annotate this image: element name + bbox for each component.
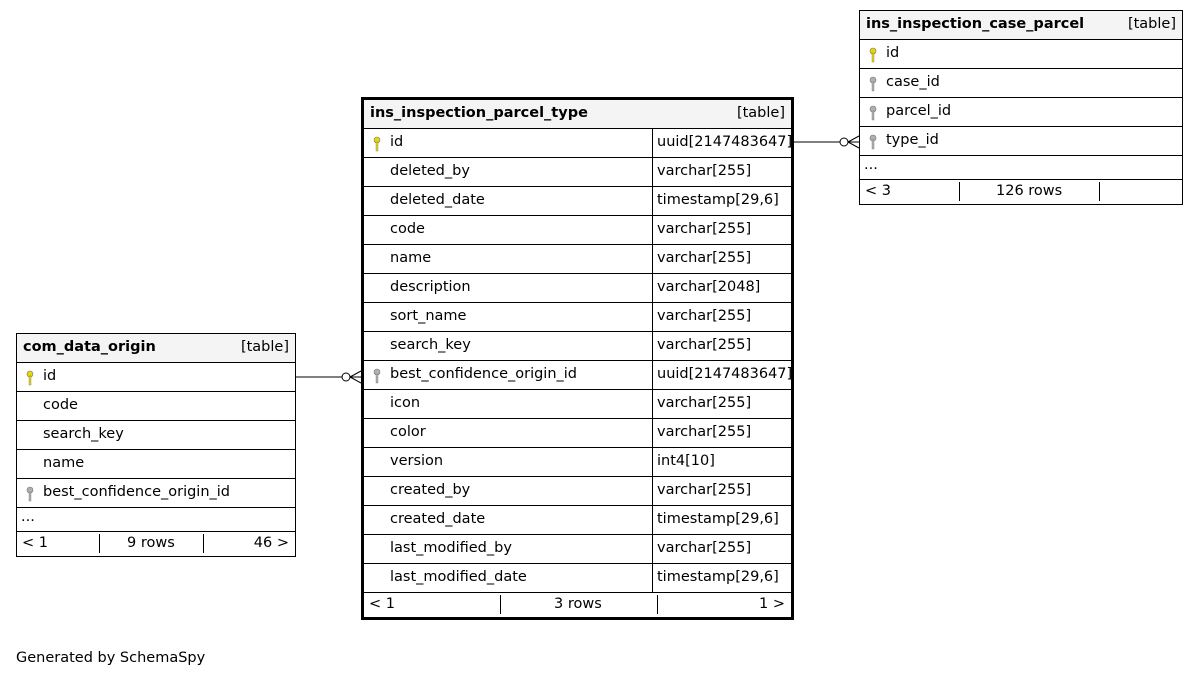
column-name: sort_name	[390, 308, 467, 324]
column-type: varchar[255]	[652, 216, 751, 244]
column-name: id	[43, 368, 57, 384]
footer-parents-link[interactable]: < 1	[22, 535, 48, 551]
table-kind: [table]	[240, 339, 289, 355]
table-com-data-origin[interactable]	[16, 333, 296, 557]
column-type: varchar[255]	[652, 158, 751, 186]
column-type: varchar[255]	[652, 390, 751, 418]
column-type: timestamp[29,6]	[652, 187, 779, 215]
column-name: name	[43, 455, 85, 471]
column-name: last_modified_by	[390, 540, 512, 556]
column-row[interactable]	[364, 216, 791, 245]
column-row[interactable]	[364, 361, 791, 390]
column-name: search_key	[390, 337, 471, 353]
column-type: varchar[255]	[652, 477, 751, 505]
column-row[interactable]	[364, 332, 791, 361]
column-row[interactable]	[17, 450, 295, 479]
column-row[interactable]	[17, 392, 295, 421]
column-type: int4[10]	[652, 448, 715, 476]
table-footer	[17, 532, 295, 556]
column-type: uuid[2147483647]	[652, 361, 792, 389]
column-name: code	[43, 397, 78, 413]
column-row[interactable]	[364, 390, 791, 419]
table-name[interactable]: ins_inspection_parcel_type	[370, 105, 588, 121]
column-type: varchar[255]	[652, 332, 751, 360]
table-ins-inspection-case-parcel[interactable]	[859, 10, 1183, 205]
more-columns-ellipsis: ...	[17, 508, 295, 532]
column-row[interactable]	[364, 535, 791, 564]
column-row[interactable]	[860, 127, 1182, 156]
column-row[interactable]	[17, 421, 295, 450]
footer-children-link[interactable]: 1 >	[759, 596, 785, 612]
footer-parents-link[interactable]: < 1	[369, 596, 395, 612]
column-name: icon	[390, 395, 421, 411]
foreign-key-icon	[869, 134, 877, 150]
column-name: deleted_date	[390, 192, 485, 208]
column-name: case_id	[886, 74, 940, 90]
footer-parents-link[interactable]: < 3	[865, 183, 891, 199]
column-name: color	[390, 424, 426, 440]
table-header[interactable]	[364, 100, 791, 129]
column-row[interactable]	[364, 158, 791, 187]
column-type: timestamp[29,6]	[652, 506, 779, 534]
generated-by-credit: Generated by SchemaSpy	[16, 650, 206, 666]
column-row[interactable]	[364, 274, 791, 303]
column-name: id	[390, 134, 404, 150]
footer-row-count: 3 rows	[554, 596, 602, 612]
column-row[interactable]	[364, 245, 791, 274]
column-row[interactable]	[364, 187, 791, 216]
column-row[interactable]	[364, 564, 791, 593]
table-footer	[860, 180, 1182, 204]
column-type: timestamp[29,6]	[652, 564, 779, 592]
column-row[interactable]	[860, 98, 1182, 127]
column-type: varchar[255]	[652, 245, 751, 273]
column-row[interactable]	[17, 363, 295, 392]
footer-row-count: 9 rows	[127, 535, 175, 551]
footer-row-count: 126 rows	[996, 183, 1063, 199]
column-name: deleted_by	[390, 163, 470, 179]
table-kind: [table]	[1127, 16, 1176, 32]
column-name: best_confidence_origin_id	[43, 484, 231, 500]
column-name: type_id	[886, 132, 939, 148]
table-kind: [table]	[736, 105, 785, 121]
table-name[interactable]: com_data_origin	[23, 339, 156, 355]
table-ins-inspection-parcel-type[interactable]	[361, 97, 794, 620]
footer-children-link[interactable]: 46 >	[253, 535, 289, 551]
foreign-key-icon	[373, 368, 381, 384]
column-name: created_date	[390, 511, 486, 527]
column-row[interactable]	[860, 69, 1182, 98]
table-footer	[364, 593, 791, 617]
column-row[interactable]	[364, 303, 791, 332]
column-name: best_confidence_origin_id	[390, 366, 578, 382]
column-name: id	[886, 45, 900, 61]
column-name: description	[390, 279, 471, 295]
relation-child-to-main[interactable]	[794, 136, 859, 148]
foreign-key-icon	[869, 105, 877, 121]
column-row[interactable]	[364, 477, 791, 506]
column-row[interactable]	[17, 479, 295, 508]
table-name[interactable]: ins_inspection_case_parcel	[866, 16, 1085, 32]
foreign-key-icon	[26, 486, 34, 502]
column-type: varchar[255]	[652, 419, 751, 447]
primary-key-icon	[26, 370, 34, 386]
table-header[interactable]	[860, 11, 1182, 40]
table-header[interactable]	[17, 334, 295, 363]
column-name: version	[390, 453, 444, 469]
primary-key-icon	[869, 47, 877, 63]
column-name: last_modified_date	[390, 569, 527, 585]
column-name: parcel_id	[886, 103, 952, 119]
column-type: varchar[2048]	[652, 274, 760, 302]
column-row[interactable]	[364, 506, 791, 535]
column-name: name	[390, 250, 432, 266]
column-name: created_by	[390, 482, 471, 498]
column-name: code	[390, 221, 425, 237]
column-type: uuid[2147483647]	[652, 129, 792, 157]
column-row[interactable]	[860, 40, 1182, 69]
column-type: varchar[255]	[652, 303, 751, 331]
column-row[interactable]	[364, 419, 791, 448]
relation-main-to-parent[interactable]	[296, 371, 361, 383]
column-row[interactable]	[364, 129, 791, 158]
column-row[interactable]	[364, 448, 791, 477]
column-name: search_key	[43, 426, 124, 442]
column-type: varchar[255]	[652, 535, 751, 563]
primary-key-icon	[373, 136, 381, 152]
more-columns-ellipsis: ...	[860, 156, 1182, 180]
foreign-key-icon	[869, 76, 877, 92]
